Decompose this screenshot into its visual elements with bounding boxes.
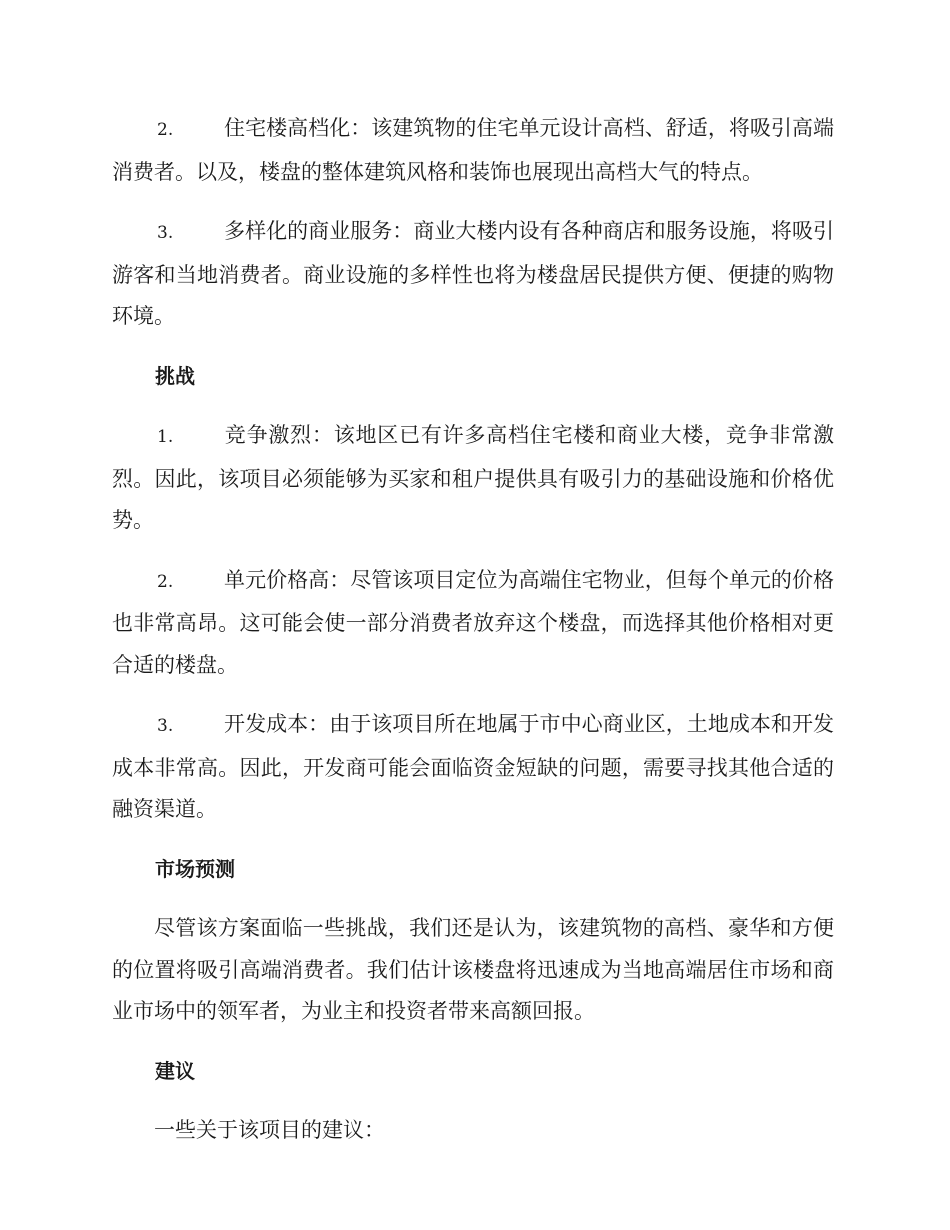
- list-item: [112, 415, 834, 542]
- list-number: 2.: [157, 571, 174, 592]
- list-item-text: 单元价格高：尽管该项目定位为高端住宅物业，但每个单元的价格也非常高昂。这可能会使一部分消费者放弃这个楼盘，而选择其他价格相对更合适的楼盘。: [112, 567, 834, 677]
- list-item: [112, 211, 834, 338]
- list-number: 2.: [157, 120, 174, 140]
- list-item-text: 住宅楼高档化：该建筑物的住宅单元设计高档、舒适，将吸引高端消费者。以及，楼盘的整体建筑风格和装饰也展现出高档大气的特点。: [112, 116, 834, 184]
- list-item: [112, 108, 834, 193]
- body-paragraph: 尽管该方案面临一些挑战，我们还是认为，该建筑物的高档、豪华和方便的位置将吸引高端消费者。我们估计该楼盘将迅速成为当地高端居住市场和商业市场中的领军者，为业主和投资者带来高额回报。: [112, 916, 834, 1023]
- section-heading-recommendations: 建议: [155, 1058, 195, 1083]
- list-number: 3.: [157, 716, 174, 736]
- document-page: [112, 108, 834, 1170]
- list-number: 1.: [157, 427, 174, 447]
- list-item-text: 竞争激烈：该地区已有许多高档住宅楼和商业大楼，竞争非常激烈。因此，该项目必须能够为买家和租户提供具有吸引力的基础设施和价格优势。: [112, 423, 834, 532]
- section-heading-market-forecast: 市场预测: [155, 856, 235, 881]
- list-number: 3.: [157, 223, 174, 243]
- list-item: [112, 560, 834, 687]
- body-paragraph: 一些关于该项目的建议：: [154, 1118, 385, 1142]
- section-heading-challenges: 挑战: [155, 363, 195, 388]
- list-item-text: 开发成本：由于该项目所在地属于市中心商业区，土地成本和开发成本非常高。因此，开发商可能会面临资金短缺的问题，需要寻找其他合适的融资渠道。: [112, 712, 834, 821]
- list-item-text: 多样化的商业服务：商业大楼内设有各种商店和服务设施，将吸引游客和当地消费者。商业设施的多样性也将为楼盘居民提供方便、便捷的购物环境。: [112, 219, 834, 328]
- list-item: [112, 704, 834, 831]
